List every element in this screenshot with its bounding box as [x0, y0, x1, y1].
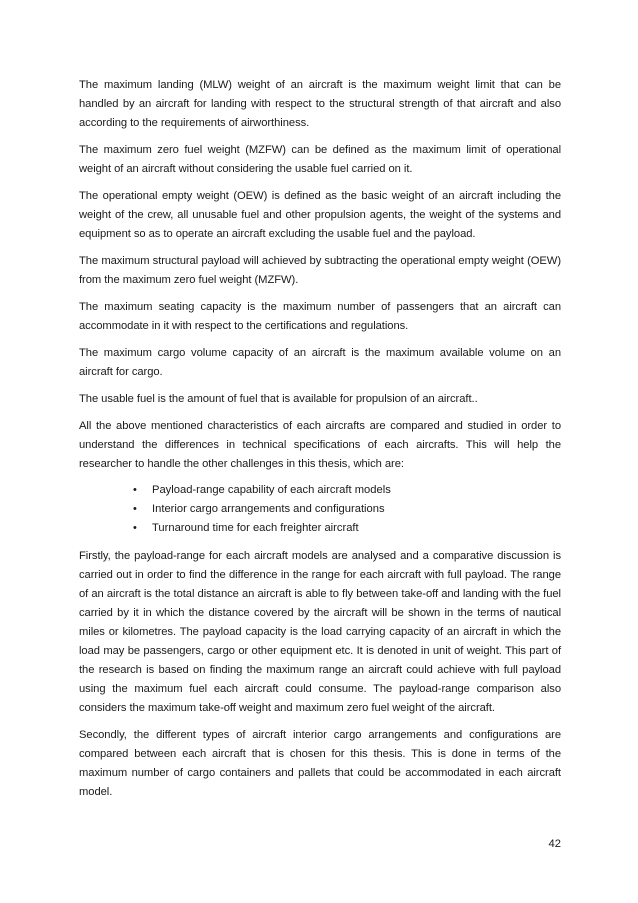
- bullet-icon: •: [133, 522, 137, 534]
- challenges-list: [79, 481, 561, 538]
- list-item-text: Payload-range capability of each aircraft models: [152, 484, 391, 496]
- paragraph-mlw: The maximum landing (MLW) weight of an aircraft is the maximum weight limit that can be handled by an aircraft for landing with respect to the structural strength of that aircraft and also according to the requirements of airworthiness.: [79, 79, 561, 129]
- list-item-text: Turnaround time for each freighter aircraft: [152, 522, 359, 534]
- paragraph-payload-range: Firstly, the payload-range for each aircraft models are analysed and a comparative discussion is carried out in order to find the difference in the range for each aircraft with full payload. The range of an aircraft is the total distance an aircraft is able to fly between take-off and landing with the fuel carried by it in which the distance covered by the aircraft will be shown in the terms of nautical miles or kilometres. The payload capacity is the load carrying capacity of an aircraft in which the load may be passengers, cargo or other equipment etc. It is denoted in unit of weight. This part of the research is based on finding the maximum range an aircraft could achieve with full payload using the maximum fuel each aircraft could consume. The payload-range comparison also considers the maximum take-off weight and maximum zero fuel weight of the aircraft.: [79, 550, 561, 714]
- paragraph-seating-capacity: The maximum seating capacity is the maximum number of passengers that an aircraft can accommodate in it with respect to the certifications and regulations.: [79, 301, 561, 332]
- list-item-text: Interior cargo arrangements and configurations: [152, 503, 385, 515]
- list-item: [133, 519, 561, 538]
- paragraph-characteristics-intro: All the above mentioned characteristics of each aircrafts are compared and studied in order to understand the differences in technical specifications of each aircrafts. This will help the researcher to handle the other challenges in this thesis, which are:: [79, 420, 561, 470]
- bullet-icon: •: [133, 503, 137, 515]
- page-body: [79, 76, 561, 810]
- paragraph-structural-payload: The maximum structural payload will achieved by subtracting the operational empty weight (OEW) from the maximum zero fuel weight (MZFW).: [79, 255, 561, 286]
- list-item: [133, 500, 561, 519]
- paragraph-cargo-volume: The maximum cargo volume capacity of an aircraft is the maximum available volume on an aircraft for cargo.: [79, 347, 561, 378]
- list-item: [133, 481, 561, 500]
- bullet-icon: •: [133, 484, 137, 496]
- page-number: 42: [548, 838, 561, 850]
- paragraph-oew: The operational empty weight (OEW) is defined as the basic weight of an aircraft including the weight of the crew, all unusable fuel and other propulsion agents, the weight of the systems and equipment so as to operate an aircraft excluding the usable fuel and the payload.: [79, 190, 561, 240]
- paragraph-cargo-arrangements: Secondly, the different types of aircraft interior cargo arrangements and configurations are compared between each aircraft that is chosen for this thesis. This is done in terms of the maximum number of cargo containers and pallets that could be accommodated in each aircraft model.: [79, 729, 561, 798]
- paragraph-usable-fuel: The usable fuel is the amount of fuel that is available for propulsion of an aircraft..: [79, 393, 478, 405]
- paragraph-mzfw: The maximum zero fuel weight (MZFW) can be defined as the maximum limit of operational weight of an aircraft without considering the usable fuel carried on it.: [79, 144, 561, 175]
